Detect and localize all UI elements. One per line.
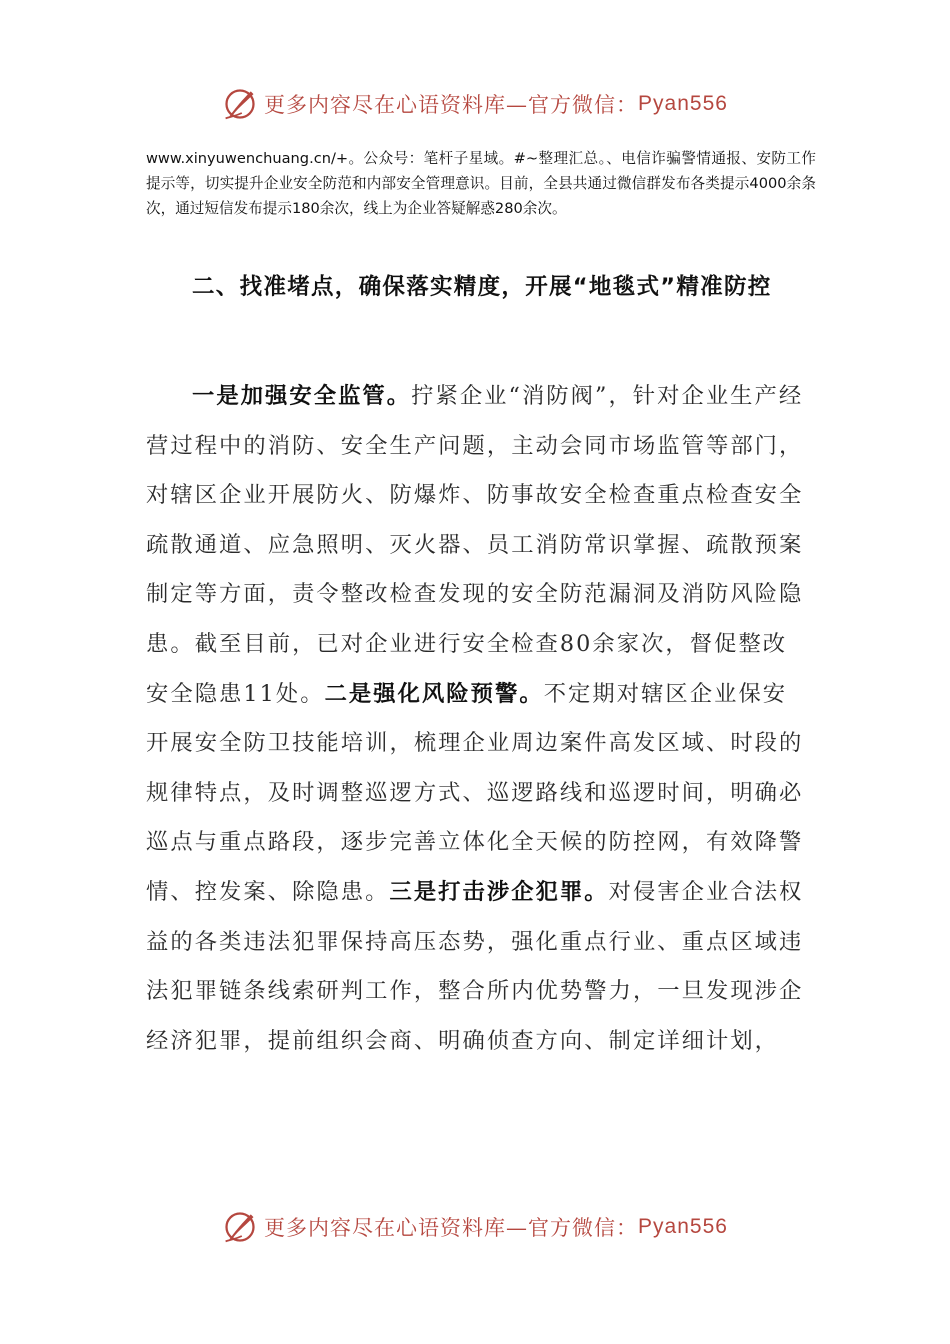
pen-nib-logo-icon [222, 86, 258, 122]
lead-phrase-2: 二是强化风险预警。 [324, 680, 544, 707]
section-body [146, 372, 811, 1066]
body-text-2: 不定期对辖区企业保安开展安全防卫技能培训，梳理企业周边案件高发区域、时段的规律特点，及时调整巡逻方式、巡逻路线和巡逻时间，明确必巡点与重点路段，逐步完善立体化全天候的防控网，有效降警情、控发案、除隐患。 [146, 680, 804, 905]
lead-phrase-1: 一是加强安全监管。 [192, 383, 412, 409]
lead-phrase-3: 三是打击涉企犯罪。 [389, 878, 609, 905]
watermark-text: 更多内容尽在心语资料库—官方微信： [264, 1216, 639, 1240]
intro-text: www.xinyuwenchuang.cn/+。公众号：笔杆子星域。#~整理汇总。、电信诈骗警情通报、安防工作提示等，切实提升企业安全防范和内部安全管理意识。目前，全县共通过微信群发布各类提示4000余条次，通过短信发布提示180余次，线上为企业答疑解惑280余次。 [146, 150, 816, 217]
wechat-id: Pyan556 [638, 1215, 728, 1238]
section-heading [146, 262, 811, 312]
body-text-1: 拧紧企业“消防阀”，针对企业生产经营过程中的消防、安全生产问题，主动会同市场监管等部门，对辖区企业开展防火、防爆炸、防事故安全检查重点检查安全疏散通道、应急照明、灭火器、员工消防常识掌握、疏散预案制定等方面，责令整改检查发现的安全防范漏洞及消防风险隐患。截至目前，已对企业进行安全检查80余家次，督促整改安全隐患11处。 [146, 383, 804, 707]
pen-nib-logo-icon [222, 1209, 258, 1245]
wechat-id: Pyan556 [638, 92, 728, 115]
section-heading-text: 二、找准堵点，确保落实精度，开展“地毯式”精准防控 [192, 274, 772, 300]
body-paragraph [146, 372, 811, 1066]
body-text-3: 对侵害企业合法权益的各类违法犯罪保持高压态势，强化重点行业、重点区域违法犯罪链条线索研判工作，整合所内优势警力，一旦发现涉企经济犯罪，提前组织会商、明确侦查方向、制定详细计划， [146, 878, 804, 1054]
intro-paragraph [146, 146, 816, 221]
header-watermark-banner [0, 82, 950, 126]
watermark-text: 更多内容尽在心语资料库—官方微信： [264, 93, 639, 117]
footer-watermark-banner [0, 1205, 950, 1249]
